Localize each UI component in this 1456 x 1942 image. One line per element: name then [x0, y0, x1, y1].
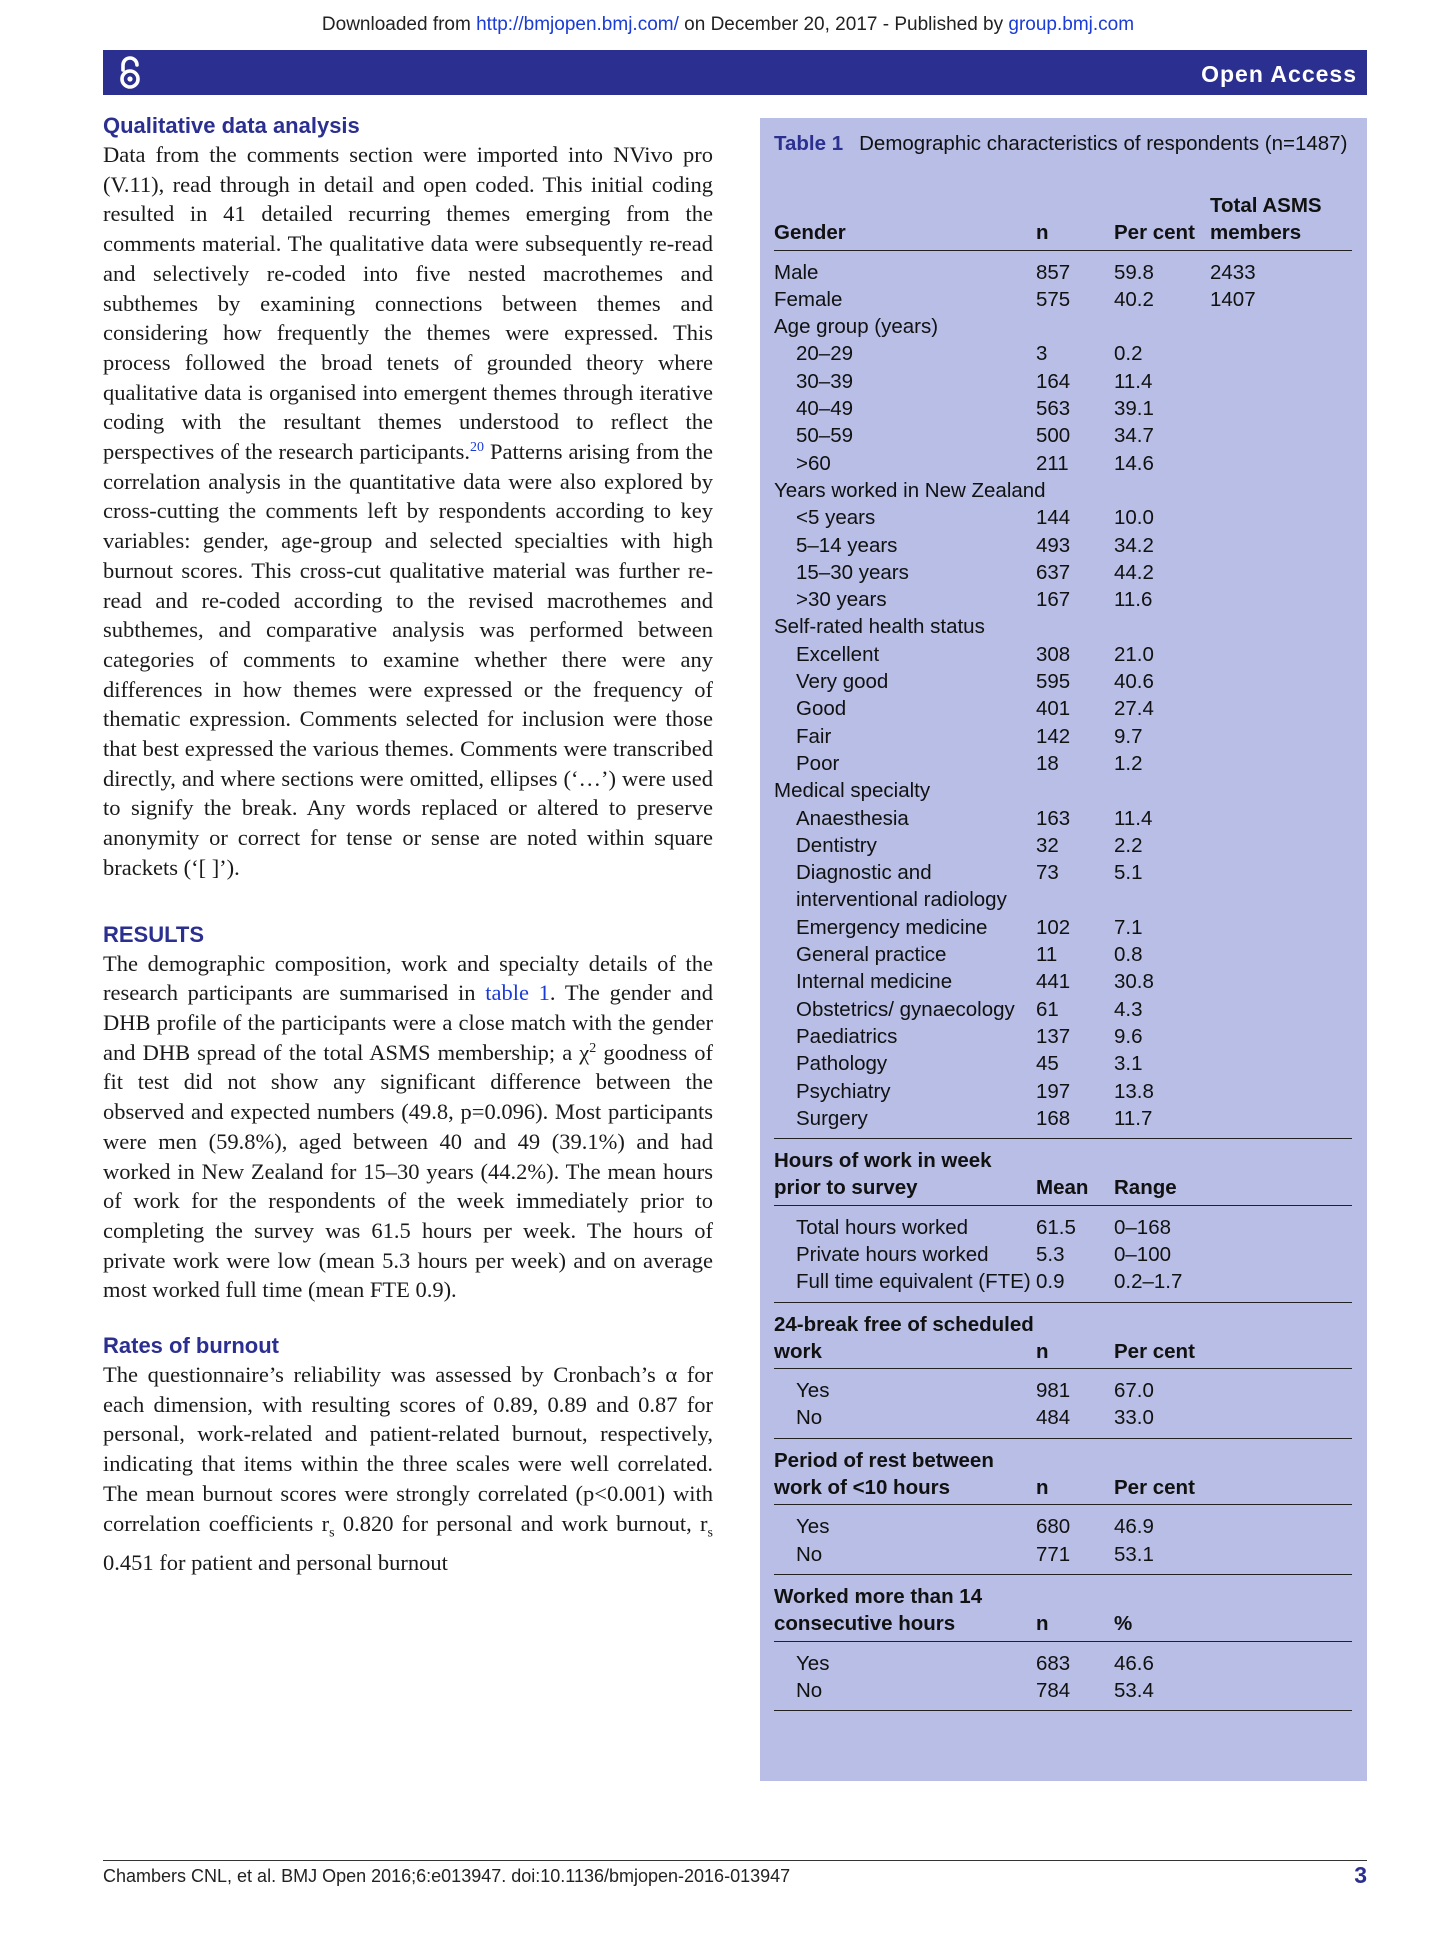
table-cell: 484 [1036, 1404, 1114, 1438]
table-cell: 771 [1036, 1541, 1114, 1575]
column-header: Per cent [1114, 1302, 1210, 1369]
download-middle: on December 20, 2017 - Published by [678, 14, 1009, 35]
journal-banner [103, 50, 1367, 95]
table-header-row [774, 192, 1352, 250]
group-label: Years worked in New Zealand [774, 478, 1046, 502]
table-cell [1210, 1050, 1352, 1077]
row-label: 40–49 [796, 397, 854, 421]
download-notice [0, 14, 1456, 36]
table-cell: 981 [1036, 1379, 1071, 1403]
table-cell: 0–100 [1114, 1242, 1172, 1266]
row-label: 20–29 [796, 342, 854, 366]
table-row [774, 1268, 1352, 1302]
subscript-s: s [329, 1525, 335, 1541]
table-cell: 142 [1036, 724, 1071, 748]
table-cell: 61 [1036, 997, 1059, 1021]
table-row [774, 450, 1352, 477]
table-row [774, 750, 1352, 777]
group-label-row [774, 777, 1352, 804]
table-cell: 637 [1036, 560, 1071, 584]
column-header [1210, 1438, 1352, 1505]
table-row [774, 395, 1352, 422]
table-1-link[interactable]: table 1 [485, 980, 550, 1006]
table-cell [1210, 668, 1352, 695]
table-cell: 0.2–1.7 [1114, 1268, 1210, 1302]
table-header-row [774, 1139, 1352, 1206]
burnout-text-3: 0.451 for patient and personal burnout [103, 1549, 448, 1575]
table-cell: 500 [1036, 424, 1071, 448]
table-cell [1210, 1205, 1352, 1241]
table-cell: 32 [1036, 833, 1059, 857]
table-cell [1210, 695, 1352, 722]
table-cell: 7.1 [1114, 915, 1143, 939]
column-header: Per cent [1114, 192, 1210, 250]
table-cell: 784 [1036, 1677, 1114, 1711]
table-row [774, 1677, 1352, 1711]
table-cell [1210, 1078, 1352, 1105]
table-cell: 167 [1036, 588, 1071, 612]
table-cell [1210, 1369, 1352, 1405]
table-cell: 46.6 [1114, 1651, 1154, 1675]
row-label: Excellent [796, 642, 880, 666]
column-header: Range [1114, 1139, 1210, 1206]
results-text-2: . The gender and DHB profile of the participants were a close match with the gender and DHB spread of the total ASMS membership; a χ [103, 980, 713, 1065]
table-row [774, 504, 1352, 531]
table-cell [1210, 1677, 1352, 1711]
page-number: 3 [1354, 1862, 1367, 1888]
table-row [774, 1023, 1352, 1050]
subscript-s: s [707, 1525, 713, 1541]
group-label: Medical specialty [774, 779, 931, 803]
download-prefix: Downloaded from [321, 14, 477, 35]
table-cell: 4.3 [1114, 997, 1143, 1021]
download-link[interactable]: http://bmjopen.bmj.com/ [476, 14, 679, 35]
row-label: Paediatrics [796, 1024, 898, 1048]
table-cell: 67.0 [1114, 1379, 1154, 1403]
table-header-row [774, 1302, 1352, 1369]
table-row [774, 250, 1352, 286]
table-cell [1210, 641, 1352, 668]
table-cell [1210, 395, 1352, 422]
burnout-text-2: 0.820 for personal and work burnout, r [334, 1510, 708, 1536]
row-label: Yes [796, 1515, 830, 1539]
table-cell: 34.7 [1114, 424, 1154, 448]
table-cell: 211 [1036, 451, 1069, 475]
table-cell: 0–168 [1114, 1215, 1172, 1239]
table-cell: 40.2 [1114, 287, 1154, 311]
row-label: >60 [796, 451, 831, 475]
table-cell: 563 [1036, 397, 1071, 421]
table-cell: 11.4 [1114, 806, 1153, 830]
table-cell [1210, 968, 1352, 995]
column-header: % [1114, 1574, 1210, 1641]
row-label: Psychiatry [796, 1079, 891, 1103]
group-label: Self-rated health status [774, 615, 985, 639]
table-cell: 21.0 [1114, 642, 1154, 666]
table-cell [1210, 832, 1352, 859]
row-label: 5–14 years [796, 533, 898, 557]
column-header: Period of rest between work of <10 hours [774, 1438, 1036, 1505]
table-cell: 308 [1036, 642, 1071, 666]
table-cell: 9.6 [1114, 1024, 1143, 1048]
footer-citation: Chambers CNL, et al. BMJ Open 2016;6:e013947. doi:10.1136/bmjopen-2016-013947 [103, 1866, 791, 1886]
publisher-link[interactable]: group.bmj.com [1008, 14, 1135, 35]
footer-rule [103, 1860, 1367, 1861]
open-access-label: Open Access [1201, 61, 1357, 87]
row-label: Female [774, 287, 843, 311]
table-cell [1210, 532, 1352, 559]
table-row [774, 1404, 1352, 1438]
table-row [774, 368, 1352, 395]
table-cell: 39.1 [1114, 397, 1154, 421]
table-cell: 857 [1036, 260, 1071, 284]
table-cell: 10.0 [1114, 506, 1154, 530]
table-row [774, 1078, 1352, 1105]
column-header: Gender [774, 192, 1036, 250]
column-header: Total ASMS members [1210, 192, 1352, 250]
row-label: Full time equivalent (FTE) [774, 1268, 1036, 1302]
table-cell [1210, 422, 1352, 449]
chi-square-superscript: 2 [589, 1040, 597, 1056]
table-cell [1210, 340, 1352, 367]
row-label: >30 years [796, 588, 887, 612]
table-row [774, 941, 1352, 968]
table-cell [1210, 1241, 1352, 1268]
row-label: 50–59 [796, 424, 854, 448]
qualitative-paragraph [103, 140, 713, 883]
table-cell: 14.6 [1114, 451, 1154, 475]
column-header: Mean [1036, 1139, 1114, 1206]
table-cell: 680 [1036, 1515, 1071, 1539]
column-header: n [1036, 1438, 1114, 1505]
table-row [774, 695, 1352, 722]
column-header: Per cent [1114, 1438, 1210, 1505]
group-label-row [774, 477, 1352, 504]
table-cell [1210, 859, 1352, 914]
table-cell: 164 [1036, 369, 1071, 393]
column-header: n [1036, 1574, 1114, 1641]
burnout-heading: Rates of burnout [103, 1333, 279, 1359]
table-cell: 197 [1036, 1079, 1071, 1103]
table-cell [1210, 941, 1352, 968]
table-cell: 1.2 [1114, 751, 1143, 775]
row-label: Private hours worked [796, 1242, 989, 1266]
table-cell: 11 [1036, 943, 1058, 967]
table-cell: 61.5 [1036, 1215, 1076, 1239]
table-1 [760, 118, 1367, 1781]
table-cell: 683 [1036, 1651, 1071, 1675]
table-cell: 137 [1036, 1024, 1071, 1048]
row-label: No [774, 1541, 1036, 1575]
table-cell: 401 [1036, 697, 1071, 721]
table-cell [1210, 805, 1352, 832]
table-cell: 34.2 [1114, 533, 1154, 557]
column-header: n [1036, 192, 1114, 250]
row-label: Good [796, 697, 847, 721]
table-cell: 13.8 [1114, 1079, 1154, 1103]
row-label: Emergency medicine [796, 915, 988, 939]
table-cell: 45 [1036, 1052, 1059, 1076]
table-cell [1210, 914, 1352, 941]
table-cell [1210, 504, 1352, 531]
table-row [774, 805, 1352, 832]
table-cell [1210, 586, 1352, 613]
table-row [774, 668, 1352, 695]
table-cell [1210, 996, 1352, 1023]
row-label: 15–30 years [796, 560, 909, 584]
table-caption-text: Demographic characteristics of respondents (n=1487) [859, 132, 1348, 155]
table-cell: 144 [1036, 506, 1071, 530]
table-cell: 0.8 [1114, 943, 1143, 967]
left-column [103, 112, 713, 1577]
table-cell: 0.2 [1114, 342, 1143, 366]
table-row [774, 1369, 1352, 1405]
results-heading: RESULTS [103, 921, 205, 947]
table-cell [1210, 1404, 1352, 1438]
table-row [774, 641, 1352, 668]
table-row [774, 532, 1352, 559]
row-label: Anaesthesia [796, 806, 909, 830]
table-cell: 73 [1036, 861, 1059, 885]
table-cell: 30.8 [1114, 970, 1154, 994]
table-cell: 11.7 [1114, 1105, 1210, 1139]
table-cell: 46.9 [1114, 1515, 1154, 1539]
table-row [774, 832, 1352, 859]
qualitative-heading: Qualitative data analysis [103, 113, 360, 138]
results-text-1: The demographic composition, work and specialty details of the research participants are summarised in [103, 950, 713, 1006]
table-cell [1210, 1505, 1352, 1541]
column-header: Worked more than 14 consecutive hours [774, 1574, 1036, 1641]
table-cell: 40.6 [1114, 670, 1154, 694]
table-cell [1210, 1105, 1352, 1139]
table-row [774, 996, 1352, 1023]
row-label: Internal medicine [796, 970, 953, 994]
row-label: No [774, 1404, 1036, 1438]
qual-text-1: Data from the comments section were imported into NVivo pro (V.11), read through in detail and open coded. This initial coding resulted in 41 detailed recurring themes emerging from the comments material. The qualitative data were subsequently re-read and selectively re-coded into five nested macrothemes and subthemes by examining connections between themes and considering how frequently the themes were expressed. This process followed the broad tenets of grounded theory where qualitative data is organised into emergent themes through iterative coding with the resultant themes understood to reflect the perspectives of the research participants. [103, 142, 713, 465]
burnout-paragraph [103, 1360, 713, 1577]
table-cell [1210, 1268, 1352, 1302]
burnout-text-1: The questionnaire’s reliability was assessed by Cronbach’s α for each dimension, with resulting scores of 0.89, 0.89 and 0.87 for personal, work-related and patient-related burnout, respectively, indicating that items within the three scales were well correlated. The mean burnout scores were strongly correlated (p<0.001) with correlation coefficients r [103, 1362, 713, 1536]
demographics-table [774, 192, 1352, 1711]
table-cell: 53.1 [1114, 1541, 1210, 1575]
table-cell [1210, 1023, 1352, 1050]
table-cell: 33.0 [1114, 1404, 1210, 1438]
table-cell [1210, 450, 1352, 477]
table-cell [1210, 559, 1352, 586]
row-label: No [774, 1677, 1036, 1711]
table-cell: 168 [1036, 1105, 1114, 1139]
table-cell [1210, 368, 1352, 395]
column-header: n [1036, 1302, 1114, 1369]
row-label: Total hours worked [796, 1215, 969, 1239]
group-label-row [774, 313, 1352, 340]
row-label: Diagnostic and interventional radiology [796, 861, 1007, 912]
table-header-row [774, 1574, 1352, 1641]
results-text-3: goodness of fit test did not show any significant difference between the observed and expected numbers (49.8, p=0.096). Most participants were men (59.8%), aged between 40 and 49 (39.1%) and had worked in New Zealand for 15–30 years (44.2%). The mean hours of work for the respondents of the week immediately prior to completing the survey was 61.5 hours per week. The hours of private work were low (mean 5.3 hours per week) and on average most worked full time (mean FTE 0.9). [103, 1039, 713, 1303]
table-cell: 5.1 [1114, 861, 1143, 885]
table-cell: 3.1 [1114, 1052, 1143, 1076]
row-label: Yes [796, 1651, 830, 1675]
table-cell: 53.4 [1114, 1677, 1210, 1711]
table-cell: 44.2 [1114, 560, 1154, 584]
table-cell [1210, 1641, 1352, 1677]
reference-20[interactable]: 20 [470, 440, 484, 456]
table-cell [1210, 1541, 1352, 1575]
row-label: Male [774, 260, 819, 284]
table-row [774, 422, 1352, 449]
table-row [774, 723, 1352, 750]
table-cell: 18 [1036, 751, 1059, 775]
table-row [774, 1050, 1352, 1077]
table-cell: 102 [1036, 915, 1071, 939]
group-label: Age group (years) [774, 315, 939, 339]
group-label-row [774, 613, 1352, 640]
table-cell [1210, 723, 1352, 750]
column-header [1210, 1302, 1352, 1369]
table-cell: 9.7 [1114, 724, 1143, 748]
table-row [774, 1205, 1352, 1241]
table-row [774, 1505, 1352, 1541]
row-label: Poor [796, 751, 840, 775]
table-cell: 11.6 [1114, 588, 1153, 612]
table-cell: 59.8 [1114, 260, 1154, 284]
table-header-row [774, 1438, 1352, 1505]
table-cell: 5.3 [1036, 1242, 1065, 1266]
table-cell: 575 [1036, 287, 1071, 311]
row-label: Pathology [796, 1052, 888, 1076]
table-row [774, 1541, 1352, 1575]
row-label: Very good [796, 670, 889, 694]
row-label: General practice [796, 943, 947, 967]
table-row [774, 340, 1352, 367]
table-row [774, 914, 1352, 941]
table-row [774, 968, 1352, 995]
table-cell: 595 [1036, 670, 1071, 694]
table-row [774, 1241, 1352, 1268]
table-cell: 0.9 [1036, 1268, 1114, 1302]
table-row [774, 586, 1352, 613]
row-label: Surgery [774, 1105, 1036, 1139]
table-caption [774, 130, 1354, 157]
table-cell [1210, 750, 1352, 777]
row-label: Fair [796, 724, 832, 748]
column-header [1210, 1139, 1352, 1206]
table-row [774, 559, 1352, 586]
table-cell: 11.4 [1114, 369, 1153, 393]
table-cell: 163 [1036, 806, 1071, 830]
table-cell: 493 [1036, 533, 1071, 557]
table-cell: 27.4 [1114, 697, 1154, 721]
table-label: Table 1 [774, 132, 844, 155]
row-label: 30–39 [796, 369, 854, 393]
column-header: 24-break free of scheduled work [774, 1302, 1036, 1369]
table-cell: 3 [1036, 342, 1048, 366]
column-header: Hours of work in week prior to survey [774, 1139, 1036, 1206]
row-label: <5 years [796, 506, 876, 530]
results-paragraph [103, 949, 713, 1305]
row-label: Obstetrics/ gynaecology [796, 997, 1015, 1021]
table-row [774, 1105, 1352, 1139]
table-cell: 441 [1036, 970, 1071, 994]
table-row [774, 286, 1352, 313]
column-header [1210, 1574, 1352, 1641]
table-cell: 2433 [1210, 260, 1256, 284]
qual-text-2: Patterns arising from the correlation analysis in the quantitative data were also explored by cross-cutting the comments left by respondents according to key variables: gender, age-group and selected specialties with high burnout scores. This cross-cut qualitative material was further re-read and re-coded according to the revised macrothemes and subthemes, and comparative analysis was performed between categories of comments to examine whether there were any differences in how themes were expressed or the frequency of thematic expression. Comments selected for inclusion were those that best expressed the various themes. Comments were transcribed directly, and where sections were omitted, ellipses (‘…’) were used to signify the break. Any words replaced or altered to preserve anonymity or correct for tense or sense are noted within square brackets (‘[ ]’). [103, 439, 713, 880]
open-access-icon [117, 56, 143, 90]
table-row [774, 1641, 1352, 1677]
row-label: Yes [796, 1379, 830, 1403]
table-cell: 2.2 [1114, 833, 1143, 857]
row-label: Dentistry [796, 833, 877, 857]
table-cell: 1407 [1210, 287, 1256, 311]
table-row [774, 859, 1352, 914]
